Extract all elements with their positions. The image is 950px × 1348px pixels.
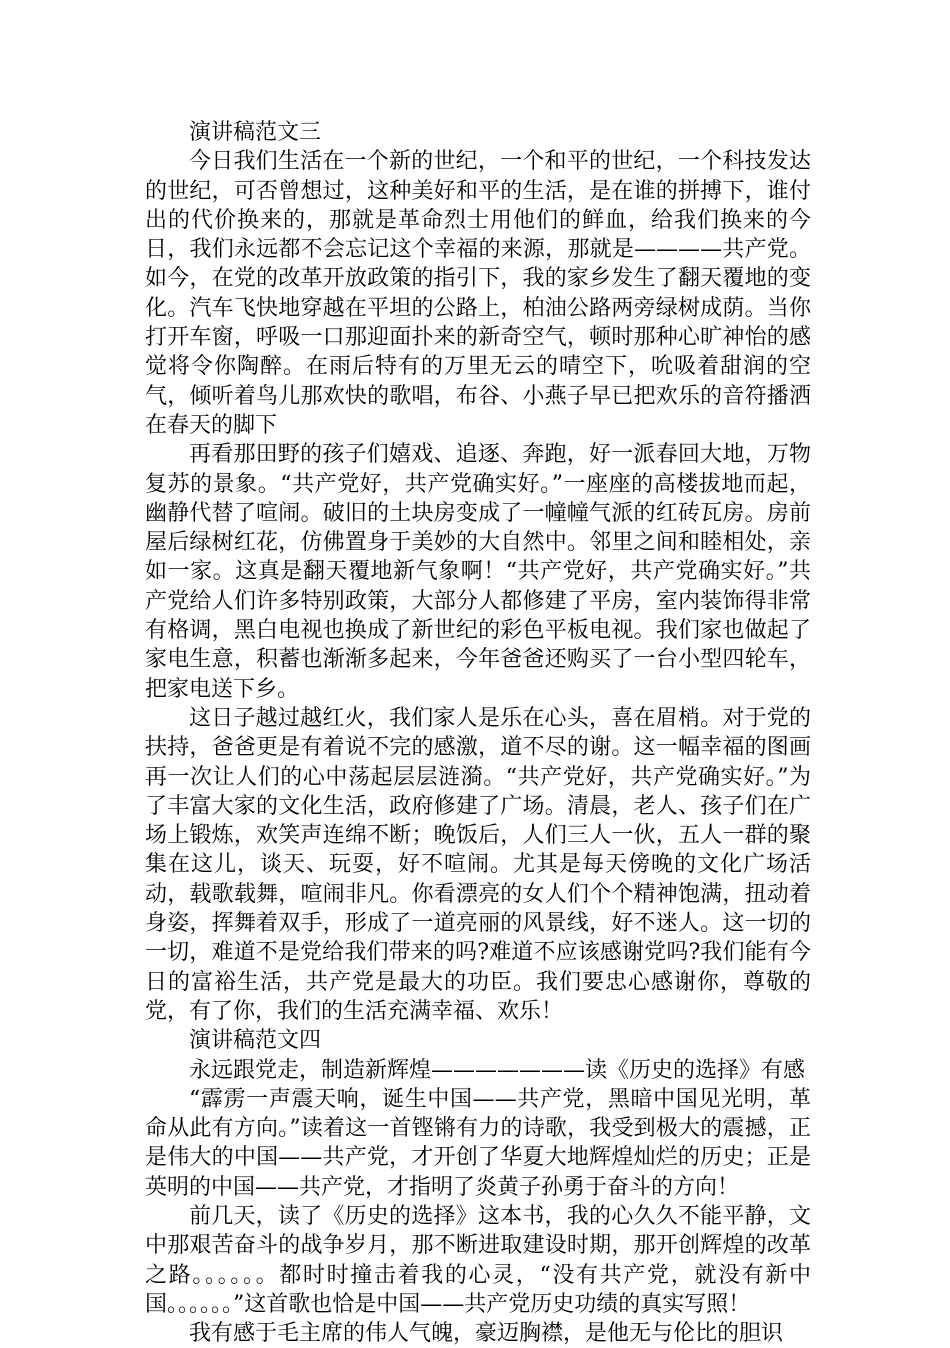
section-subtitle: 永远跟党走，制造新辉煌———————读《历史的选择》有感 <box>189 1057 806 1083</box>
body-paragraph: 今日我们生活在一个新的世纪，一个和平的世纪，一个科技发达的世纪，可否曾想过，这种美好和平的生活，是在谁的拼搏下，谁付出的代价换来的，那就是革命烈士用他们的鲜血，给我们换来的今日，我们永远都不会忘记这个幸福的来源，那就是————共产党。如今，在党的改革开放政策的指引下，我的家乡发生了翻天覆地的变化。汽车飞快地穿越在平坦的公路上，柏油公路两旁绿树成荫。当你打开车窗，呼吸一口那迎面扑来的新奇空气，顿时那种心旷神怡的感觉将令你陶醉。在雨后特有的万里无云的晴空下，吮吸着甜润的空气，倾听着鸟儿那欢快的歌唱，布谷、小燕子早已把欢乐的音符播洒在春天的脚下 <box>145 149 811 438</box>
body-paragraph: 这日子越过越红火，我们家人是乐在心头，喜在眉梢。对于党的扶持，爸爸更是有着说不完的感激，道不尽的谢。这一幅幸福的图画再一次让人们的心中荡起层层涟漪。“共产党好，共产党确实好。”为了丰富大家的文化生活，政府修建了广场。清晨，老人、孩子们在广场上锻炼，欢笑声连绵不断；晚饭后，人们三人一伙，五人一群的聚集在这儿，谈天、玩耍，好不喧闹。尤其是每天傍晚的文化广场活动，载歌载舞，喧闹非凡。你看漂亮的女人们个个精神饱满，扭动着身姿，挥舞着双手，形成了一道亮丽的风景线，好不迷人。这一切的一切，难道不是党给我们带来的吗?难道不应该感谢党吗?我们能有今日的富裕生活，共产党是最大的功臣。我们要忠心感谢你，尊敬的党，有了你，我们的生活充满幸福、欢乐！ <box>145 705 811 1024</box>
document-page <box>145 118 811 1348</box>
body-paragraph: 我有感于毛主席的伟人气魄，豪迈胸襟，是他无与伦比的胆识 <box>189 1321 784 1347</box>
body-paragraph: 再看那田野的孩子们嬉戏、追逐、奔跑，好一派春回大地，万物复苏的景象。“共产党好，共产党确实好。”一座座的高楼拔地而起，幽静代替了喧闹。破旧的土块房变成了一幢幢气派的红砖瓦房。房前屋后绿树红花，仿佛置身于美妙的大自然中。邻里之间和睦相处，亲如一家。这真是翻天覆地新气象啊！“共产党好，共产党确实好。”共产党给人们许多特别政策，大部分人都修建了平房，室内装饰得非常有格调，黑白电视也换成了新世纪的彩色平板电视。我们家也做起了家电生意，积蓄也渐渐多起来，今年爸爸还购买了一台小型四轮车，把家电送下乡。 <box>145 442 811 702</box>
body-paragraph: “霹雳一声震天响，诞生中国——共产党，黑暗中国见光明，革命从此有方向。”读着这一首铿锵有力的诗歌，我受到极大的震撼，正是伟大的中国——共产党，才开创了华夏大地辉煌灿烂的历史；正是英明的中国——共产党，才指明了炎黄子孙勇于奋斗的方向！ <box>145 1086 811 1200</box>
body-paragraph: 前几天，读了《历史的选择》这本书，我的心久久不能平静，文中那艰苦奋斗的战争岁月，那不断进取建设时期，那开创辉煌的改革之路。。。。。。都时时撞击着我的心灵，“没有共产党，就没有新中国。。。。。。”这首歌也恰是中国——共产党历史功绩的真实写照！ <box>145 1203 811 1317</box>
section-heading-4: 演讲稿范文四 <box>189 1028 322 1054</box>
section-heading-3: 演讲稿范文三 <box>189 120 322 145</box>
